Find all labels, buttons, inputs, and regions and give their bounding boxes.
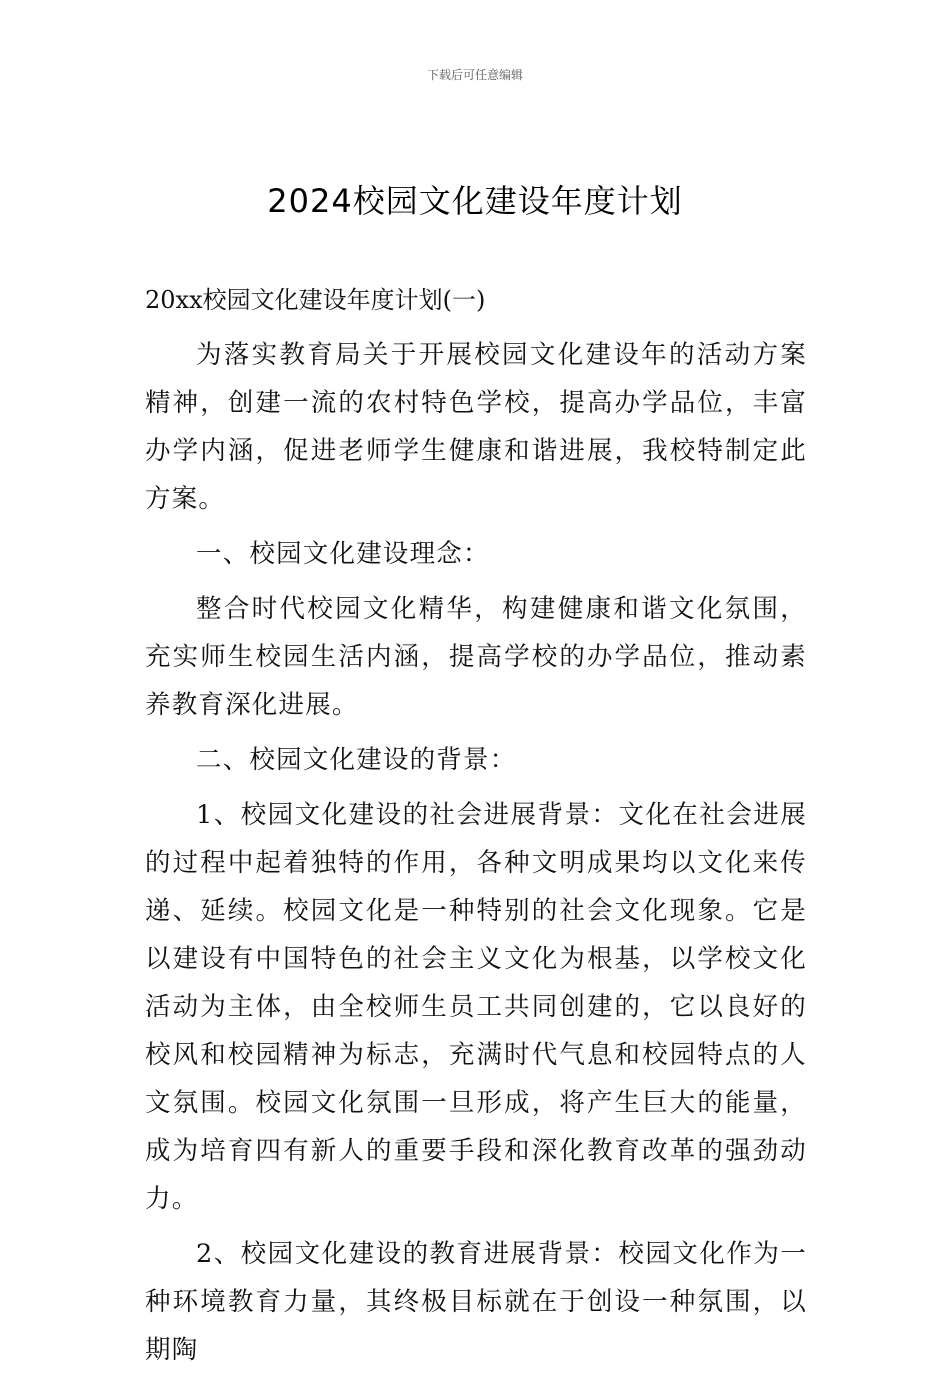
section-heading-concept: 一、校园文化建设理念： [196,539,490,569]
paragraph-social-background: 1、校园文化建设的社会进展背景：文化在社会进展的过程中起着独特的作用，各种文明成果均以文化来传递、延续。校园文化是一种特别的社会文化现象。它是以建设有中国特色的社会主义文化为根基，以学校文化活动为主体，由全校师生员工共同创建的，它以良好的校风和校园精神为标志，充满时代气息和校园特点的人文氛围。校园文化氛围一旦形成，将产生巨大的能量，成为培育四有新人的重要手段和深化教育改革的强劲动力。 [145,800,807,1214]
document-subtitle: 20xx校园文化建设年度计划(一) [145,286,486,314]
section-heading-background: 二、校园文化建设的背景： [196,745,517,775]
header-note: 下载后可任意编辑 [426,68,523,82]
paragraph-concept: 整合时代校园文化精华，构建健康和谐文化氛围，充实师生校园生活内涵，提高学校的办学品位，推动素养教育深化进展。 [145,594,807,720]
document-title: 2024校园文化建设年度计划 [267,182,683,220]
document-body [145,276,807,1381]
paragraph-education-background: 2、校园文化建设的教育进展背景：校园文化作为一种环境教育力量，其终极目标就在于创设一种氛围，以期陶 [145,1239,807,1365]
paragraph-intro: 为落实教育局关于开展校园文化建设年的活动方案精神，创建一流的农村特色学校，提高办学品位，丰富办学内涵，促进老师学生健康和谐进展，我校特制定此方案。 [145,340,807,514]
